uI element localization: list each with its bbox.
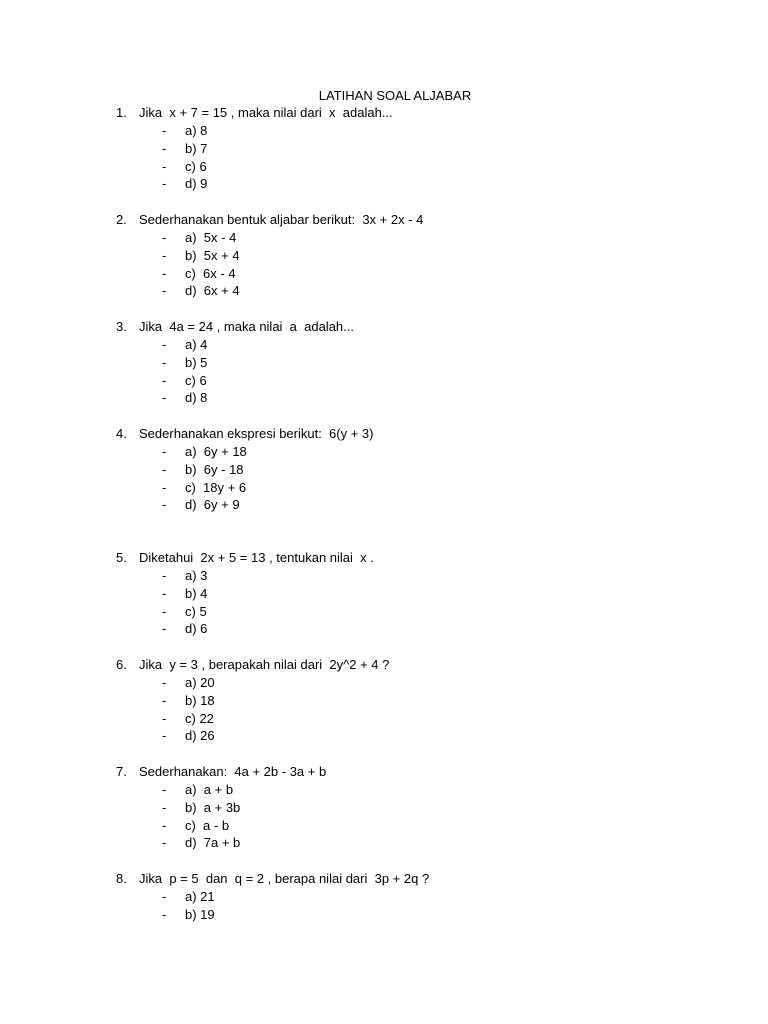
question-number: 6. xyxy=(116,657,127,672)
question-text: Sederhanakan bentuk aljabar berikut: 3x + 2x - 4 xyxy=(139,212,424,227)
option-bullet: - xyxy=(162,247,167,263)
option-text: d) 6y + 9 xyxy=(185,497,240,513)
question-text: Jika p = 5 dan q = 2 , berapa nilai dari 3p + 2q ? xyxy=(139,871,430,886)
option-bullet: - xyxy=(162,390,167,406)
option-bullet: - xyxy=(162,906,167,922)
option-bullet: - xyxy=(162,444,167,459)
option-item xyxy=(0,443,768,461)
option-bullet: - xyxy=(162,354,167,370)
option-item xyxy=(0,834,768,852)
option-item xyxy=(0,122,768,140)
option-text: b) 7 xyxy=(185,140,208,156)
option-text: a) 20 xyxy=(185,675,215,690)
question-4 xyxy=(0,425,768,514)
option-text: c) a - b xyxy=(185,817,230,833)
option-bullet: - xyxy=(162,230,167,245)
question-2 xyxy=(0,211,768,300)
option-item xyxy=(0,158,768,176)
question-text: Sederhanakan: 4a + 2b - 3a + b xyxy=(139,764,327,779)
option-item xyxy=(0,282,768,300)
option-item xyxy=(0,781,768,799)
option-item xyxy=(0,336,768,354)
option-text: c) 6x - 4 xyxy=(185,265,236,281)
question-number: 4. xyxy=(116,426,127,441)
option-item xyxy=(0,372,768,390)
question-text: Sederhanakan ekspresi berikut: 6(y + 3) xyxy=(139,426,374,441)
question-number: 8. xyxy=(116,871,127,886)
option-text: d) 9 xyxy=(185,176,208,192)
question-1 xyxy=(0,104,768,193)
option-text: a) 3 xyxy=(185,568,208,583)
question-7 xyxy=(0,763,768,852)
option-bullet: - xyxy=(162,692,167,708)
option-text: a) 4 xyxy=(185,337,208,352)
option-text: a) 6y + 18 xyxy=(185,444,247,459)
option-bullet: - xyxy=(162,782,167,797)
option-bullet: - xyxy=(162,461,167,477)
option-item xyxy=(0,479,768,497)
option-bullet: - xyxy=(162,372,167,388)
option-item xyxy=(0,888,768,906)
option-item xyxy=(0,906,768,924)
option-bullet: - xyxy=(162,621,167,637)
option-text: c) 22 xyxy=(185,710,214,726)
option-item xyxy=(0,265,768,283)
option-item xyxy=(0,140,768,158)
option-text: a) 5x - 4 xyxy=(185,230,237,245)
option-text: b) 4 xyxy=(185,585,208,601)
option-item xyxy=(0,674,768,692)
option-item xyxy=(0,175,768,193)
option-item xyxy=(0,229,768,247)
option-text: b) 6y - 18 xyxy=(185,461,244,477)
question-number: 1. xyxy=(116,105,127,120)
question-6 xyxy=(0,656,768,745)
option-bullet: - xyxy=(162,710,167,726)
option-item xyxy=(0,461,768,479)
question-text: Jika x + 7 = 15 , maka nilai dari x adalah... xyxy=(139,105,393,120)
question-5 xyxy=(0,549,768,638)
option-item xyxy=(0,567,768,585)
option-text: b) a + 3b xyxy=(185,799,241,815)
question-8 xyxy=(0,870,768,924)
option-bullet: - xyxy=(162,337,167,352)
question-text: Diketahui 2x + 5 = 13 , tentukan nilai x . xyxy=(139,550,374,565)
option-bullet: - xyxy=(162,675,167,690)
option-item xyxy=(0,496,768,514)
option-text: a) 8 xyxy=(185,123,208,138)
question-number: 3. xyxy=(116,319,127,334)
option-bullet: - xyxy=(162,158,167,174)
option-text: c) 18y + 6 xyxy=(185,479,247,495)
option-text: b) 19 xyxy=(185,906,215,922)
option-bullet: - xyxy=(162,728,167,744)
option-text: c) 6 xyxy=(185,372,207,388)
option-item xyxy=(0,727,768,745)
option-bullet: - xyxy=(162,265,167,281)
option-bullet: - xyxy=(162,603,167,619)
option-bullet: - xyxy=(162,497,167,513)
option-text: b) 5 xyxy=(185,354,208,370)
option-item xyxy=(0,247,768,265)
option-bullet: - xyxy=(162,889,167,904)
option-bullet: - xyxy=(162,568,167,583)
option-item xyxy=(0,585,768,603)
question-number: 2. xyxy=(116,212,127,227)
option-bullet: - xyxy=(162,176,167,192)
option-text: d) 7a + b xyxy=(185,835,241,851)
option-item xyxy=(0,799,768,817)
question-number: 5. xyxy=(116,550,127,565)
option-item xyxy=(0,620,768,638)
option-bullet: - xyxy=(162,835,167,851)
option-text: d) 8 xyxy=(185,390,208,406)
option-text: b) 5x + 4 xyxy=(185,247,240,263)
option-text: b) 18 xyxy=(185,692,215,708)
page-title: LATIHAN SOAL ALJABAR xyxy=(318,88,472,103)
option-bullet: - xyxy=(162,479,167,495)
option-item xyxy=(0,389,768,407)
option-text: d) 6 xyxy=(185,621,208,637)
option-bullet: - xyxy=(162,817,167,833)
option-text: a) 21 xyxy=(185,889,215,904)
question-text: Jika 4a = 24 , maka nilai a adalah... xyxy=(139,319,354,334)
option-text: d) 6x + 4 xyxy=(185,283,240,299)
option-bullet: - xyxy=(162,585,167,601)
question-3 xyxy=(0,318,768,407)
option-text: c) 6 xyxy=(185,158,207,174)
option-item xyxy=(0,692,768,710)
option-item xyxy=(0,817,768,835)
option-text: a) a + b xyxy=(185,782,234,797)
option-bullet: - xyxy=(162,140,167,156)
question-text: Jika y = 3 , berapakah nilai dari 2y^2 + 4 ? xyxy=(139,657,390,672)
option-bullet: - xyxy=(162,799,167,815)
option-bullet: - xyxy=(162,283,167,299)
option-item xyxy=(0,710,768,728)
option-text: d) 26 xyxy=(185,728,215,744)
option-text: c) 5 xyxy=(185,603,207,619)
question-number: 7. xyxy=(116,764,127,779)
option-bullet: - xyxy=(162,123,167,138)
option-item xyxy=(0,354,768,372)
option-item xyxy=(0,603,768,621)
